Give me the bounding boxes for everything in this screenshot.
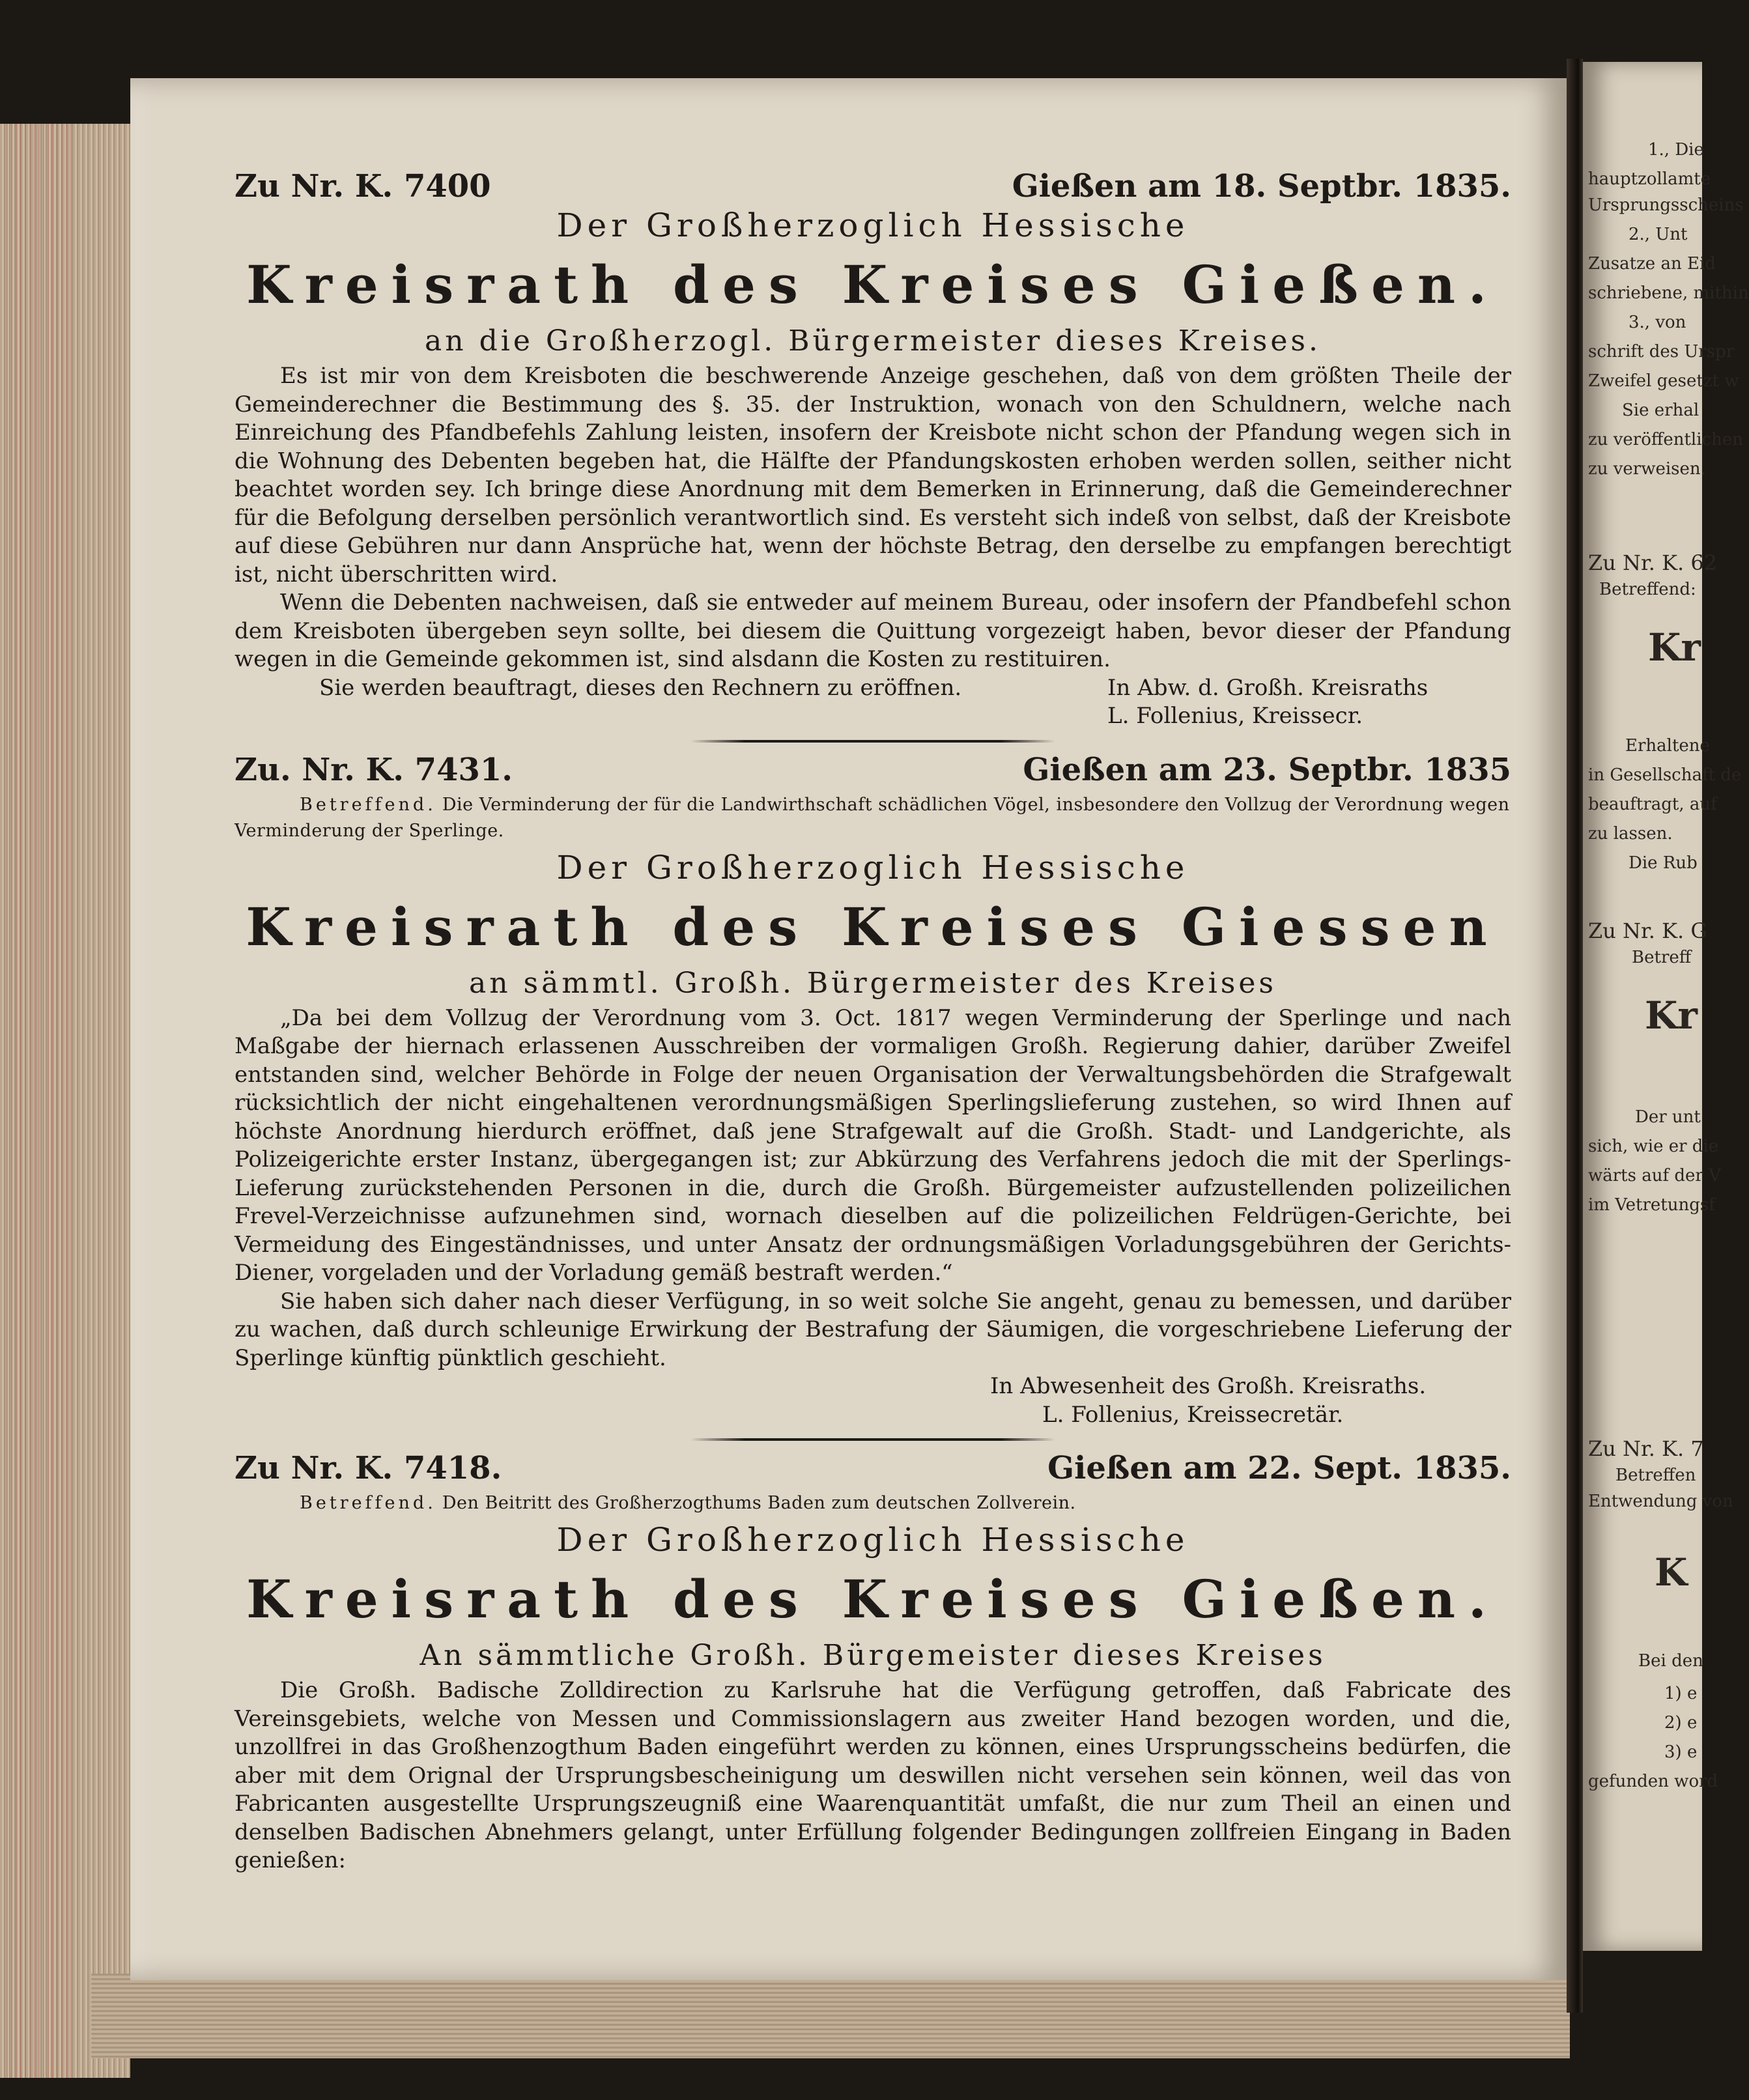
subject-text: Den Beitritt des Großherzogthums Baden zum deutschen Zollverein. [442,1493,1076,1513]
adjacent-page-text: Zweifel gesetzt w [1588,371,1739,391]
heading-line1: Der Großherzoglich Hessische [556,848,1189,887]
place-date: Gießen am 23. Septbr. 1835 [1023,751,1511,788]
place-date: Gießen am 22. Sept. 1835. [1047,1450,1511,1486]
body-paragraph: „Da bei dem Vollzug der Verordnung vom 3. Oct. 1817 wegen Verminderung der Sperlinge und nach Maßgabe der hiernach erlassenen Ausschreiben der vormaligen Großh. Regierung dahier, darüber Zweifel entstanden sind, welcher Behörde in Folge der neuen Organisation der Verwaltungsbehörden die Strafgewalt rücksichtlich der nicht eingehaltenen verordnungsmäßigen Sperlingslieferung zustehen, so wird Ihnen auf höchste Anordnung hierdurch eröffnet, daß jene Strafgewalt auf die Großh. Stadt- und Landgerichte, als Polizeigerichte erster Instanz, übergegangen ist; zur Abkürzung des Verfahrens jedoch die mit der Sperlings-Lieferung zurückstehenden Personen in die, durch die Großh. Bürgemeister aufzustellenden polizeilichen Frevel-Verzeichnisse aufzunehmen sind, wornach dieselben auf die polizeilichen Feldrügen-Gerichte, bei Vermeidung des Eingeständnisses, und unter Ansatz der ordnungsmäßigen Vorladungsgebühren der Gerichts-Diener, vorgeladen und der Vorladung gemäß bestraft werden.“ [235,1004,1511,1286]
adjacent-page-text: Betreff [1632,948,1692,967]
adjacent-page-text: 2., Unt [1628,225,1688,244]
adjacent-page-text: hauptzollamte [1588,169,1711,189]
reference-number: Zu Nr. K. 7400 [235,168,491,205]
adjacent-page-text: schrift des Urspr [1588,342,1735,362]
adjacent-page-text: Zusatze an Eid [1588,254,1716,274]
body-paragraph: Es ist mir von dem Kreisboten die beschwerende Anzeige geschehen, daß von dem größten Theile der Gemeinderechner die Bestimmung des §. 35. der Instruktion, wonach von den Schuldnern, welche nach Einreichung des Pfandbefehls Zahlung leisten, insofern der Kreisbote nicht schon der Pfandung wegen sich in die Wohnung des Debenten begeben hat, die Hälfte der Pfandungskosten erhoben werden sollen, seither nicht beachtet worden sey. Ich bringe diese Anordnung mit dem Bemerken in Erinnerung, daß die Gemeinderechner für die Befolgung derselben persönlich verantwortlich sind. Es versteht sich indeß von selbst, daß der Kreisbote auf diese Gebühren nur dann Ansprüche hat, wenn der höchste Betrag, den derselbe zu empfangen berechtigt ist, nicht überschritten wird. [235,363,1511,588]
adjacent-page-text: 3., von [1628,313,1686,332]
adjacent-page-text: zu veröffentlichen [1588,430,1743,449]
adjacent-page-text: 2) e [1664,1713,1698,1733]
section-divider [690,1438,1055,1441]
heading-address: An sämmtliche Großh. Bürgemeister dieses Kreises [419,1639,1326,1672]
heading-line1: Der Großherzoglich Hessische [556,206,1189,244]
book-page-edges-left [0,124,130,2078]
adjacent-page-text: gefunden word [1588,1772,1718,1791]
adjacent-page-text: Betreffen [1615,1466,1696,1485]
place-date: Gießen am 18. Septbr. 1835. [1012,168,1511,205]
adjacent-page-text: 1) e [1664,1684,1698,1703]
book-page-edges-bottom [91,1974,1570,2058]
adjacent-page-heading: Kr [1645,993,1698,1038]
subject-line [235,1490,1511,1516]
adjacent-page-text: zu lassen. [1588,824,1673,844]
adjacent-page-text: Die Rub [1628,853,1698,873]
adjacent-page-text: zu verweisen. [1588,459,1706,479]
subject-text: Die Verminderung der für die Landwirthschaft schädlichen Vögel, insbesondere den Vollzug der Verordnung wegen Verminderung der Sperlinge. [235,794,1510,841]
closing-line: Sie werden beauftragt, dieses den Rechnern zu eröffnen. [319,674,962,701]
adjacent-page-text: Zu Nr. K. G [1588,918,1707,943]
signature-name: L. Follenius, Kreissecretär. [1042,1401,1344,1428]
heading-main: Kreisrath des Kreises Giessen [246,896,1500,958]
adjacent-page-text: 1., Die [1648,140,1704,160]
adjacent-page-text: Betreffend: [1599,580,1696,599]
adjacent-page-text: Ursprungsscheins [1588,195,1744,215]
subject-line [235,792,1511,844]
heading-main: Kreisrath des Kreises Gießen. [246,254,1500,315]
signature-name: L. Follenius, Kreissecr. [1107,703,1363,729]
adjacent-page-text: Der unt [1635,1107,1701,1127]
page-content [235,168,1511,1875]
section-divider [690,740,1055,743]
adjacent-page-text: in Gesellschaft de [1588,765,1742,785]
signature-line: In Abw. d. Großh. Kreisraths [1107,674,1429,701]
heading-address: an die Großherzogl. Bürgermeister dieses Kreises. [425,324,1321,358]
adjacent-page-text: Entwendung von [1588,1492,1733,1511]
heading-main: Kreisrath des Kreises Gießen. [246,1568,1500,1630]
body-paragraph: Sie haben sich daher nach dieser Verfügung, in so weit solche Sie angeht, genau zu bemessen, und darüber zu wachen, daß durch schleunige Erwirkung der Bestrafung der Säumigen, die vorgeschriebene Lieferung der Sperlinge künftig pünktlich geschieht. [235,1288,1511,1371]
adjacent-page-text: im Vetretungsf [1588,1195,1715,1215]
adjacent-page-heading: K [1655,1550,1688,1595]
adjacent-page-heading: Kr [1648,625,1701,670]
notice-section-1 [235,168,1511,743]
adjacent-page-text: Sie erhal [1622,401,1699,420]
adjacent-page-text: beauftragt, auf [1588,795,1717,814]
heading-address: an sämmtl. Großh. Bürgermeister des Kreises [469,966,1277,1000]
subject-label: Betreffend. [300,1493,436,1513]
reference-number: Zu. Nr. K. 7431. [235,751,513,788]
adjacent-page-text: wärts auf der V [1588,1166,1721,1185]
body-paragraph: Wenn die Debenten nachweisen, daß sie entweder auf meinem Bureau, oder insofern der Pfandbefehl schon dem Kreisboten übergeben seyn sollte, bei diesem die Quittung vorgezeigt haben, bevor dieser der Pfandung wegen in die Gemeinde gekommen ist, sind alsdann die Kosten zu restituiren. [235,589,1511,672]
adjacent-page-text: 3) e [1664,1742,1698,1762]
adjacent-page-text: Zu Nr. K. 62 [1588,550,1718,575]
notice-section-2 [235,752,1511,1441]
adjacent-page-text: Zu Nr. K. 7 [1588,1436,1704,1461]
adjacent-page-text: sich, wie er die [1588,1137,1719,1156]
notice-section-3 [235,1450,1511,1875]
body-paragraph: Die Großh. Badische Zolldirection zu Karlsruhe hat die Verfügung getroffen, daß Fabricate des Vereinsgebiets, welche von Messen und Commissionslagern aus zweiter Hand bezogen worden, und die, unzollfrei in das Großhenzogthum Baden eingeführt werden zu können, eines Ursprungsscheins bedürfen, die aber mit dem Orignal der Ursprungsbescheinigung um deswillen nicht versehen sein können, weil das von Fabricanten ausgestellte Ursprungszeugniß eine Waarenquantität umfaßt, die nur zum Theil an einen und denselben Badischen Abnehmers gelangt, unter Erfüllung folgender Bedingungen zollfreien Eingang in Baden genießen: [235,1677,1511,1873]
heading-line1: Der Großherzoglich Hessische [556,1521,1189,1559]
adjacent-page-text: Bei den [1638,1651,1703,1671]
book-gutter [1567,59,1583,2013]
adjacent-page-text: Erhaltene [1625,736,1710,756]
reference-number: Zu Nr. K. 7418. [235,1450,502,1486]
adjacent-page-text: schriebene, mithin [1588,283,1749,303]
signature-line: In Abwesenheit des Großh. Kreisraths. [990,1373,1427,1399]
subject-label: Betreffend. [300,794,436,815]
